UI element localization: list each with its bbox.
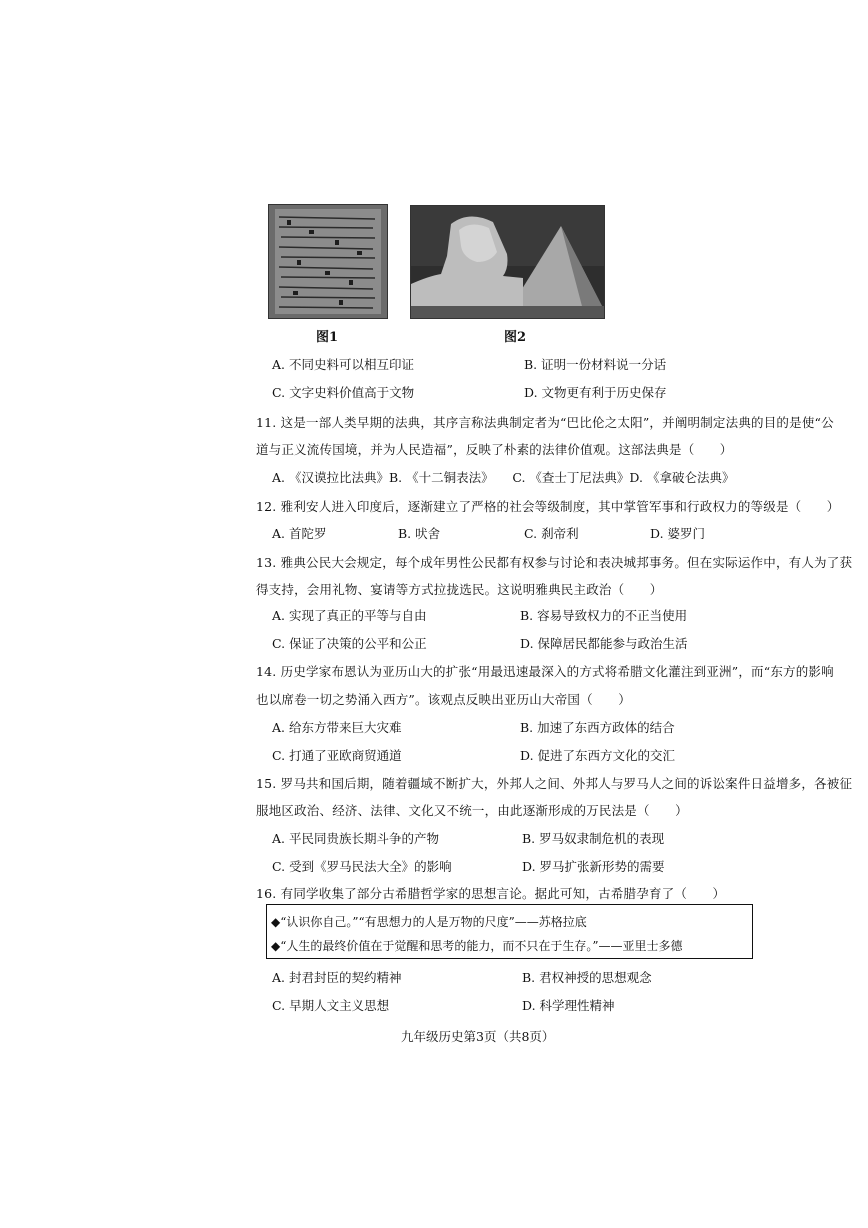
q16-quote-socrates: ◆“认识你自己。”“有思想力的人是万物的尺度”——苏格拉底: [271, 915, 587, 929]
q14-option-b: B. 加速了东西方政体的结合: [520, 720, 675, 735]
q12-option-c: C. 刹帝利: [524, 526, 579, 541]
q13-stem-line-2: 得支持，会用礼物、宴请等方式拉拢选民。这说明雅典民主政治（ ）: [256, 582, 663, 597]
q13-option-b: B. 容易导致权力的不正当使用: [520, 608, 688, 623]
q13-option-a: A. 实现了真正的平等与自由: [272, 608, 427, 623]
q14-option-d: D. 促进了东西方文化的交汇: [520, 748, 676, 763]
q16-option-c: C. 早期人文主义思想: [272, 998, 390, 1013]
q13-option-c: C. 保证了决策的公平和公正: [272, 636, 427, 651]
q16-option-d: D. 科学理性精神: [522, 998, 615, 1013]
sphinx-pyramid-illustration: [411, 206, 604, 318]
q12-option-a: A. 首陀罗: [272, 526, 327, 541]
q15-stem-line-2: 服地区政治、经济、法律、文化又不统一，由此逐渐形成的万民法是（ ）: [256, 803, 688, 818]
q14-stem-line-2: 也以席卷一切之势涌入西方”。该观点反映出亚历山大帝国（ ）: [256, 692, 631, 707]
q10-option-b: B. 证明一份材料说一分话: [524, 357, 667, 372]
q15-stem-line-1: 15. 罗马共和国后期，随着疆域不断扩大，外邦人之间、外邦人与罗马人之间的诉讼案件日益增多，各被征: [256, 776, 853, 791]
q15-option-c: C. 受到《罗马民法大全》的影响: [272, 859, 452, 874]
q16-quote-aristotle: ◆“人生的最终价值在于觉醒和思考的能力，而不只在于生存。”——亚里士多德: [271, 939, 683, 953]
q14-stem-line-1: 14. 历史学家布恩认为亚历山大的扩张“用最迅速最深入的方式将希腊文化灌注到亚洲”，而“东方的影响: [256, 664, 834, 679]
stele-illustration: [269, 205, 387, 318]
page-footer: 九年级历史第3页（共8页）: [401, 1029, 555, 1044]
q12-stem-line-1: 12. 雅利安人进入印度后，逐渐建立了严格的社会等级制度，其中掌管军事和行政权力的等级是（ ）: [256, 499, 840, 514]
figure-1-stele-image: [268, 204, 388, 319]
q14-option-c: C. 打通了亚欧商贸通道: [272, 748, 402, 763]
q10-option-d: D. 文物更有利于历史保存: [524, 385, 667, 400]
q16-option-a: A. 封君封臣的契约精神: [272, 970, 402, 985]
q11-options: A. 《汉谟拉比法典》B. 《十二铜表法》 C. 《查士丁尼法典》D. 《拿破仑法典》: [272, 470, 735, 485]
q15-option-a: A. 平民同贵族长期斗争的产物: [272, 831, 439, 846]
q11-stem-line-2: 道与正义流传国境，并为人民造福”，反映了朴素的法律价值观。这部法典是（ ）: [256, 442, 733, 457]
q16-stem-line-1: 16. 有同学收集了部分古希腊哲学家的思想言论。据此可知，古希腊孕育了（ ）: [256, 886, 726, 901]
q14-option-a: A. 给东方带来巨大灾难: [272, 720, 402, 735]
figure-1-caption: 图1: [316, 330, 339, 345]
q11-stem-line-1: 11. 这是一部人类早期的法典，其序言称法典制定者为“巴比伦之太阳”，并阐明制定法典的目的是使“公: [256, 415, 834, 430]
q12-option-b: B. 吠舍: [398, 526, 441, 541]
q10-option-a: A. 不同史料可以相互印证: [272, 357, 414, 372]
q16-quote-box: [266, 904, 753, 959]
q13-stem-line-1: 13. 雅典公民大会规定，每个成年男性公民都有权参与讨论和表决城邦事务。但在实际运作中，有人为了获: [256, 555, 853, 570]
q10-option-c: C. 文字史料价值高于文物: [272, 385, 415, 400]
figure-2-sphinx-pyramid-image: [410, 205, 605, 319]
q12-option-d: D. 婆罗门: [650, 526, 706, 541]
q16-option-b: B. 君权神授的思想观念: [522, 970, 652, 985]
q13-option-d: D. 保障居民都能参与政治生活: [520, 636, 688, 651]
q15-option-d: D. 罗马扩张新形势的需要: [522, 859, 665, 874]
q15-option-b: B. 罗马奴隶制危机的表现: [522, 831, 665, 846]
figure-2-caption: 图2: [504, 330, 527, 345]
